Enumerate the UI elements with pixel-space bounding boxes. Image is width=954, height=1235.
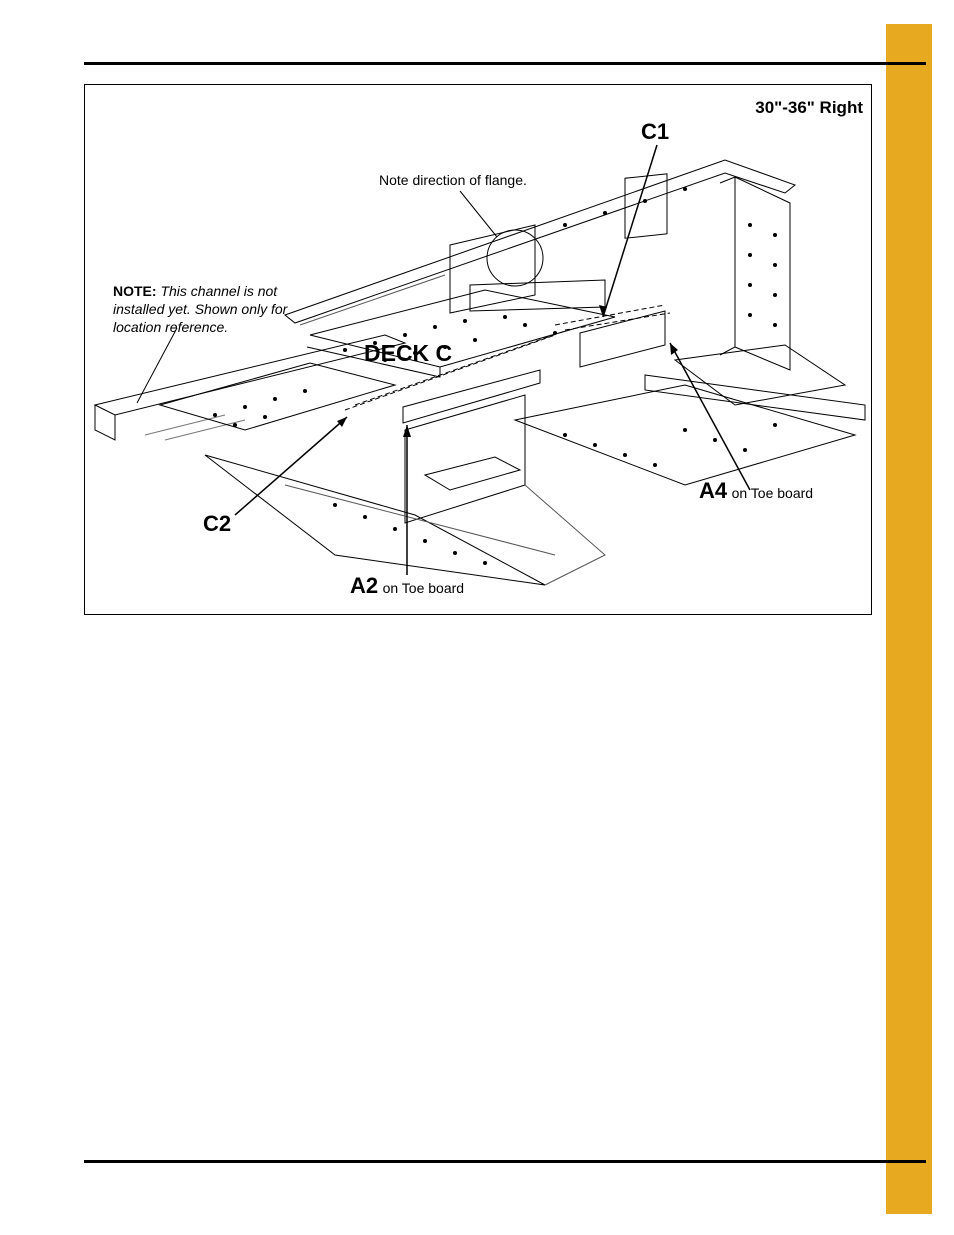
chapter-tab xyxy=(886,24,932,1214)
note-text: This channel is not installed yet. Shown only for location reference. xyxy=(113,283,288,335)
deck-c-label: DECK C xyxy=(364,340,453,366)
flange-note: Note direction of flange. xyxy=(379,172,527,188)
callout-a2-code: A2 xyxy=(350,573,379,598)
assembly-figure xyxy=(84,84,872,615)
callout-a4 xyxy=(699,480,813,502)
callout-a4-code: A4 xyxy=(699,478,728,503)
variant-label: 30"-36" Right xyxy=(755,98,863,117)
channel-note xyxy=(113,282,303,336)
callout-a2-sub: on Toe board xyxy=(382,580,465,596)
footer-rule xyxy=(84,1160,926,1163)
header-rule xyxy=(84,62,926,65)
callout-c2: C2 xyxy=(203,511,232,536)
note-prefix: NOTE: xyxy=(113,283,157,299)
callout-a2 xyxy=(350,575,464,597)
callout-c1: C1 xyxy=(641,119,670,144)
callout-a4-sub: on Toe board xyxy=(731,485,814,501)
